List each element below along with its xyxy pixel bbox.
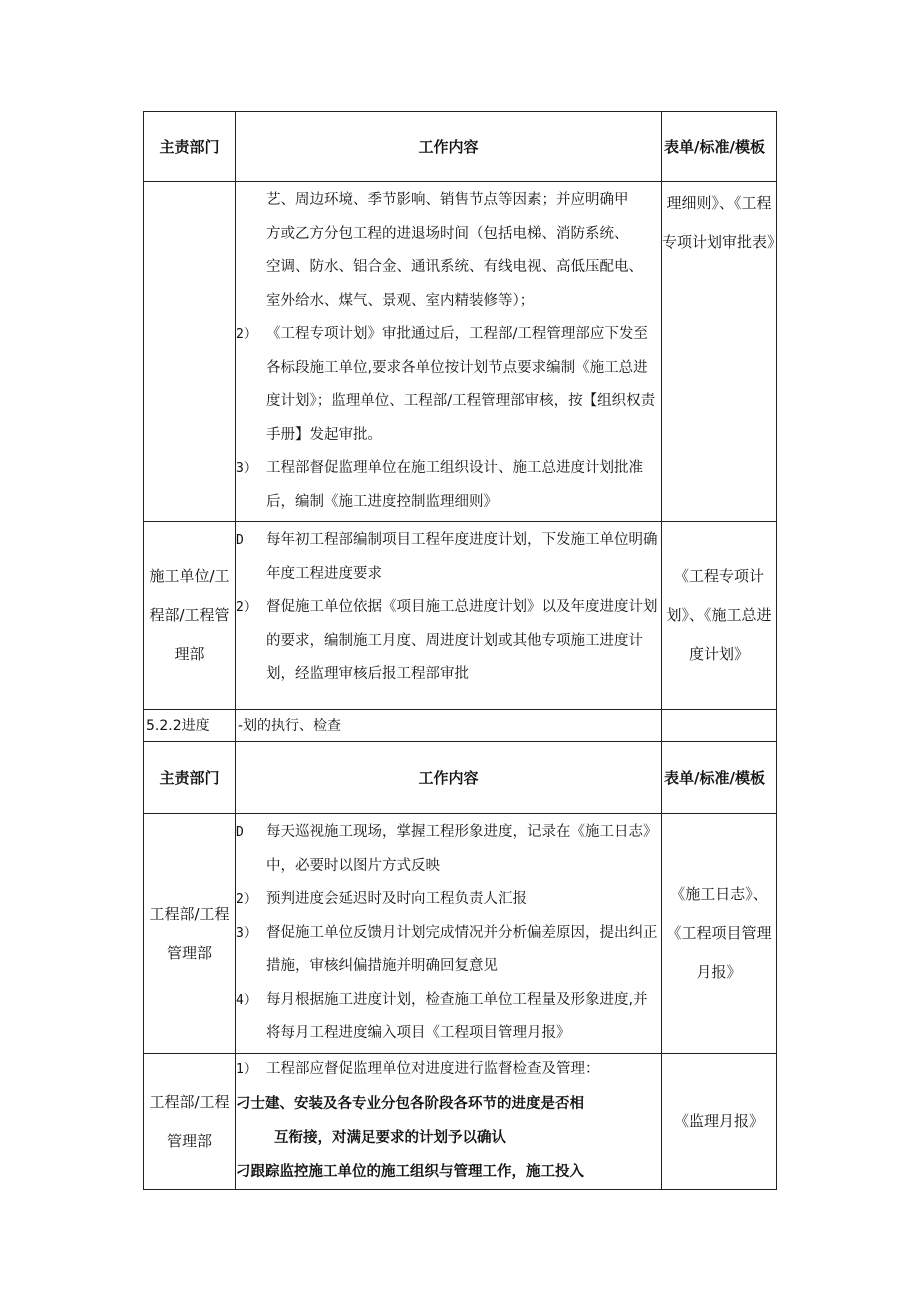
bold-item-line: 刁跟踪监控施工单位的施工组织与管理工作，施工投入 (236, 1164, 584, 1180)
row3-dept: 工程部/工程管理部 (144, 814, 236, 1054)
item-number: 3） (236, 925, 257, 941)
header-forms: 表单/标准/模板 (662, 742, 777, 814)
row4-content (236, 1054, 662, 1190)
item-text: 《工程专项计划》审批通过后，工程部/工程管理部应下发至各标段施工单位,要求各单位按计划节点要求编制《施工总进度计划》；监理单位、工程部/工程管理部审核，按【组织权责手册】发起审批。 (266, 326, 656, 443)
item-number: 3） (236, 461, 257, 476)
row3-forms: 《施工日志》、《工程项目管理月报》 (662, 814, 777, 1054)
list-item (236, 883, 661, 917)
table-row (144, 1054, 777, 1190)
table-row (144, 182, 777, 522)
list-item (236, 318, 661, 452)
table-row (144, 522, 777, 710)
row2-content (236, 522, 662, 710)
list-item (236, 452, 661, 519)
item-text: 督促施工单位依据《项目施工总进度计划》以及年度进度计划的要求，编制施工月度、周进度计划或其他专项施工进度计划，经监理审核后报工程部审批 (266, 599, 658, 682)
row4-dept: 工程部/工程管理部 (144, 1054, 236, 1190)
list-item (236, 984, 661, 1051)
item-number: 2） (236, 327, 257, 342)
table-header-row (144, 742, 777, 814)
item-text: 预判进度会延迟时及时向工程负责人汇报 (266, 891, 527, 907)
header-dept: 主责部门 (144, 112, 236, 182)
list-item (236, 1054, 661, 1085)
item-number: 4） (236, 992, 257, 1008)
section-row (144, 710, 777, 742)
section-number: 5.2.2进度 (144, 710, 236, 742)
list-item (236, 591, 661, 692)
row4-forms: 《监理月报》 (662, 1054, 777, 1190)
row2-forms: 《工程专项计划》、《施工总进度计划》 (662, 522, 777, 710)
process-table (143, 111, 783, 1190)
row1-line: 室外给水、煤气、景观、室内精装修等）； (266, 292, 535, 309)
row1-line: 空调、防水、铝合金、通讯系统、有线电视、高低压配电、 (266, 259, 643, 275)
item-number: 1） (236, 1062, 257, 1077)
row2-dept: 施工单位/工程部/工程管理部 (144, 522, 236, 710)
item-text: 每年初工程部编制项目工程年度进度计划，下发施工单位明确年度工程进度要求 (266, 532, 658, 582)
item-text: 工程部督促监理单位在施工组织设计、施工总进度计划批准后，编制《施工进度控制监理细则》 (266, 460, 643, 510)
row1-forms: 理细则》、《工程专项计划审批表》 (662, 182, 777, 522)
row1-dept (144, 182, 236, 522)
item-number: 2） (236, 892, 257, 907)
list-item (236, 524, 661, 591)
header-dept: 主责部门 (144, 742, 236, 814)
item-text: 督促施工单位反馈月计划完成情况并分析偏差原因，提出纠正措施，审核纠偏措施并明确回复意见 (266, 924, 658, 974)
item-text: 每月根据施工进度计划，检查施工单位工程量及形象进度,并将每月工程进度编入项目《工程项目管理月报》 (266, 991, 648, 1041)
item-text: 工程部应督促监理单位对进度进行监督检查及管理： (266, 1061, 600, 1077)
row1-line: 艺、周边环境、季节影响、销售节点等因素；并应明确甲 (266, 192, 629, 208)
section-title: -划的执行、检查 (236, 710, 662, 742)
item-text: 每天巡视施工现场，掌握工程形象进度，记录在《施工日志》中，必要时以图片方式反映 (266, 824, 658, 874)
row1-line: 方或乙方分包工程的进退场时间（包括电梯、消防系统、 (266, 225, 629, 242)
row1-content (236, 182, 662, 522)
item-number: D (236, 825, 244, 840)
row3-content (236, 814, 662, 1054)
bold-item-line: 互衔接，对满足要求的计划予以确认 (274, 1130, 506, 1146)
header-forms: 表单/标准/模板 (662, 112, 777, 182)
section-empty (662, 710, 777, 742)
header-content: 工作内容 (236, 112, 662, 182)
list-item (236, 917, 661, 984)
item-number: D (236, 533, 244, 548)
item-number: 2） (236, 600, 257, 615)
table-header-row (144, 112, 777, 182)
list-item (236, 816, 661, 883)
bold-item-line: 刁士建、安装及各专业分包各阶段各环节的进度是否相 (236, 1096, 584, 1112)
table-row (144, 814, 777, 1054)
header-content: 工作内容 (236, 742, 662, 814)
